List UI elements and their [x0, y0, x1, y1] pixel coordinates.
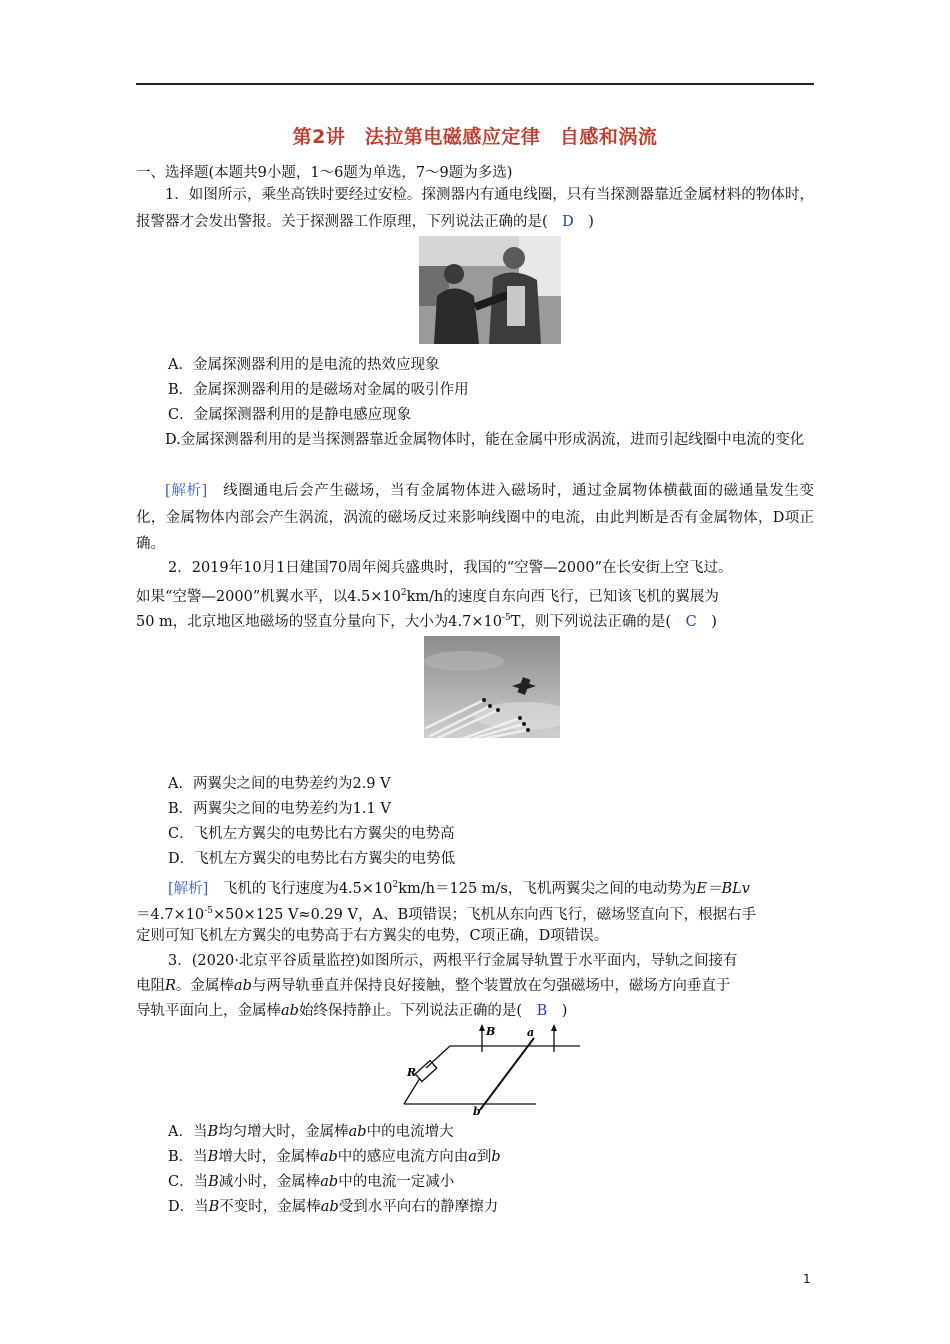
q2-analysis-tag: [解析] — [168, 880, 209, 897]
q2-stem-line1: 2．2019年10月1日建国70周年阅兵盛典时，我国的“空警—2000”在长安街上空飞过。 — [168, 560, 733, 576]
q2-stem-line3: 50 m，北京地区地磁场的竖直分量向下，大小为$4.7\times 10^{-5}T$，则下列说法正确的是( C ) — [136, 613, 717, 630]
header-rule — [136, 83, 814, 85]
q3-diagram-label-B: B — [486, 1025, 496, 1038]
q1-analysis-tag: [解析] — [165, 483, 208, 499]
q3-stem-line3: 导轨平面向上，金属棒ab始终保持静止。下列说法正确的是( B ) — [136, 1003, 568, 1019]
section-header: 一、选择题(本题共9小题，1～6题为单选，7～9题为多选) — [136, 165, 513, 181]
q3-option-b: B．当B增大时，金属棒ab中的感应电流方向由a到b — [168, 1149, 501, 1165]
page-title: 第2讲 法拉第电磁感应定律 自感和涡流 — [292, 126, 658, 148]
q3-stem-line2: 电阻R。金属棒ab与两导轨垂直并保持良好接触，整个装置放在匀强磁场中，磁场方向垂直于 — [136, 978, 731, 994]
q2-analysis-line1: [解析] 飞机的飞行速度为$4.5\times 10^2km/h=125$ m/s，飞机两翼尖之间的电动势为E＝BLv — [168, 880, 750, 897]
q3-rail-diagram — [396, 1024, 586, 1116]
q1-analysis: [解析] 线圈通电后会产生磁场，当有金属物体进入磁场时，通过金属物体横截面的磁通量发生变化，金属物体内部会产生涡流，涡流的磁场反过来影响线圈中的电流，由此判断是否有金属物体，D项正确。 — [136, 483, 815, 552]
q2-analysis-line2: $=4.7\times 10^{-5}\times 50\times 125$ V≈0.29 V，A、B项错误；飞机从东向西飞行，磁场竖直向下，根据右手 — [136, 906, 757, 923]
q3-answer: B — [536, 1003, 548, 1019]
q3-option-a: A．当B均匀增大时，金属棒ab中的电流增大 — [168, 1124, 454, 1140]
q2-stem-line2: 如果“空警—2000”机翼水平，以$4.5\times 10^2km/h$的速度自东向西飞行，已知该飞机的翼展为 — [136, 588, 719, 605]
q2-option-d: D．飞机左方翼尖的电势比右方翼尖的电势低 — [168, 851, 456, 867]
q3-stem-line1: 3．(2020·北京平谷质量监控)如图所示，两根平行金属导轨置于水平面内，导轨之间接有 — [168, 953, 738, 969]
q1-stem: 1．如图所示，乘坐高铁时要经过安检。探测器内有通电线圈，只有当探测器靠近金属材料的物体时，报警器才会发出警报。关于探测器工作原理，下列说法正确的是( D ) — [136, 187, 814, 230]
q1-option-d: D.金属探测器利用的是当探测器靠近金属物体时，能在金属中形成涡流，进而引起线圈中电流的变化 — [165, 432, 805, 448]
q3-option-d: D．当B不变时，金属棒ab受到水平向右的静摩擦力 — [168, 1199, 499, 1215]
q2-answer: C — [685, 613, 697, 630]
q3-option-c: C．当B减小时，金属棒ab中的电流一定减小 — [168, 1174, 455, 1190]
q2-option-a: A．两翼尖之间的电势差约为2.9 V — [168, 776, 391, 792]
q2-option-b: B．两翼尖之间的电势差约为1.1 V — [168, 801, 391, 817]
q3-diagram-label-b: b — [473, 1105, 481, 1116]
page-number: 1 — [803, 1272, 811, 1286]
q2-analysis-line3: 定则可知飞机左方翼尖的电势高于右方翼尖的电势，C项正确，D项错误。 — [136, 928, 609, 944]
q1-answer: D — [562, 213, 574, 230]
q2-aircraft-photo — [424, 636, 560, 738]
q1-option-b: B．金属探测器利用的是磁场对金属的吸引作用 — [168, 382, 469, 398]
q2-option-c: C．飞机左方翼尖的电势比右方翼尖的电势高 — [168, 826, 455, 842]
q3-diagram-label-a: a — [527, 1026, 535, 1039]
q1-security-check-photo — [419, 236, 561, 344]
q1-option-a: A．金属探测器利用的是电流的热效应现象 — [168, 357, 440, 373]
q3-diagram-label-R: R — [407, 1066, 417, 1079]
q1-option-c: C．金属探测器利用的是静电感应现象 — [168, 407, 412, 423]
